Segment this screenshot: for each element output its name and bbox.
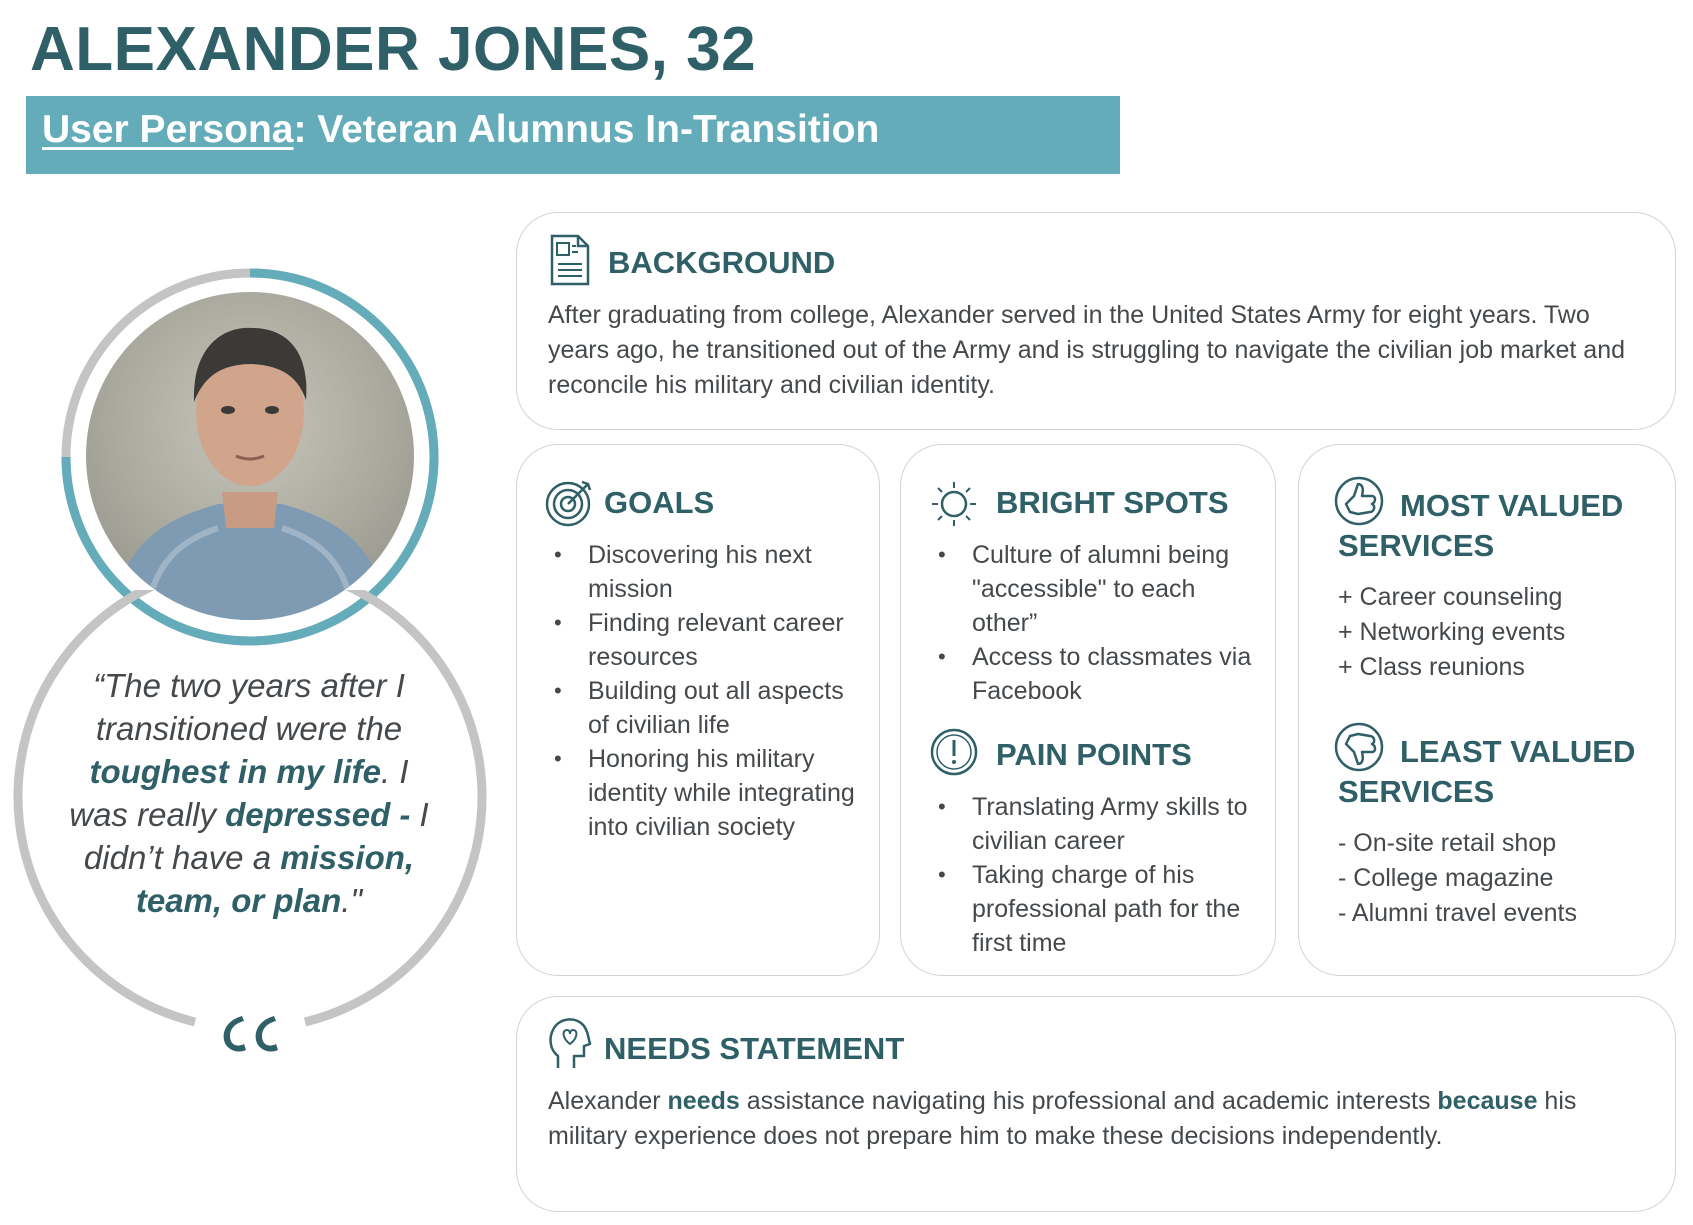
- needs-text: Alexander needs assistance navigating his professional and academic interests because his military experience does not prepare him to make these decisions independently.: [548, 1087, 1577, 1150]
- list-item: • Taking charge of his professional path for the first time: [934, 858, 1260, 960]
- persona-sep: :: [293, 108, 307, 151]
- avatar: [86, 292, 414, 620]
- list-item: • Discovering his next mission: [550, 538, 862, 606]
- list-item: • Building out all aspects of civilian life: [550, 674, 862, 742]
- persona-type: Veteran Alumnus In-Transition: [306, 108, 880, 151]
- quote-mark-icon: [216, 1010, 280, 1058]
- bright-spots-title: BRIGHT SPOTS: [996, 485, 1229, 520]
- least-valued-title: LEAST VALUED SERVICES: [1338, 734, 1636, 809]
- goals-title: GOALS: [604, 485, 715, 520]
- list-item: • Finding relevant career resources: [550, 606, 862, 674]
- list-item: - Alumni travel events: [1338, 899, 1577, 927]
- goals-list: [550, 538, 862, 844]
- exclamation-icon: [928, 726, 980, 778]
- resume-document-icon: [548, 234, 592, 288]
- least-valued-list: [1338, 826, 1577, 931]
- list-item: • Access to classmates via Facebook: [934, 640, 1260, 708]
- needs-title: NEEDS STATEMENT: [604, 1031, 905, 1066]
- background-title: BACKGROUND: [608, 245, 836, 280]
- persona-banner: [26, 96, 1120, 174]
- pain-points-list: [934, 790, 1260, 960]
- avatar-portrait: [86, 292, 414, 620]
- list-item: + Class reunions: [1338, 653, 1525, 681]
- background-text: After graduating from college, Alexander served in the United States Army for eight years. Two years ago, he transitioned out of the Army and is struggling to navigate the civilian job market and reconcile his military and civilian identity.: [548, 301, 1626, 399]
- list-item: + Career counseling: [1338, 583, 1563, 611]
- head-heart-icon: [546, 1014, 592, 1070]
- target-icon: [544, 476, 596, 528]
- pain-points-title: PAIN POINTS: [996, 737, 1192, 772]
- list-item: - College magazine: [1338, 864, 1554, 892]
- persona-label: User Persona: [42, 108, 294, 151]
- list-item: • Translating Army skills to civilian career: [934, 790, 1260, 858]
- bright-spots-list: [934, 538, 1260, 708]
- persona-name: ALEXANDER JONES, 32: [30, 15, 757, 84]
- list-item: • Culture of alumni being "accessible" to each other”: [934, 538, 1260, 640]
- sun-icon: [928, 478, 980, 530]
- list-item: + Networking events: [1338, 618, 1566, 646]
- list-item: • Honoring his military identity while integrating into civilian society: [550, 742, 862, 844]
- most-valued-list: [1338, 580, 1565, 685]
- list-item: - On-site retail shop: [1338, 829, 1557, 857]
- persona-quote: “The two years after I transitioned were the toughest in my life. I was really depressed - I didn’t have a mission, team, or plan.": [69, 667, 429, 919]
- most-valued-title: MOST VALUED SERVICES: [1338, 488, 1624, 563]
